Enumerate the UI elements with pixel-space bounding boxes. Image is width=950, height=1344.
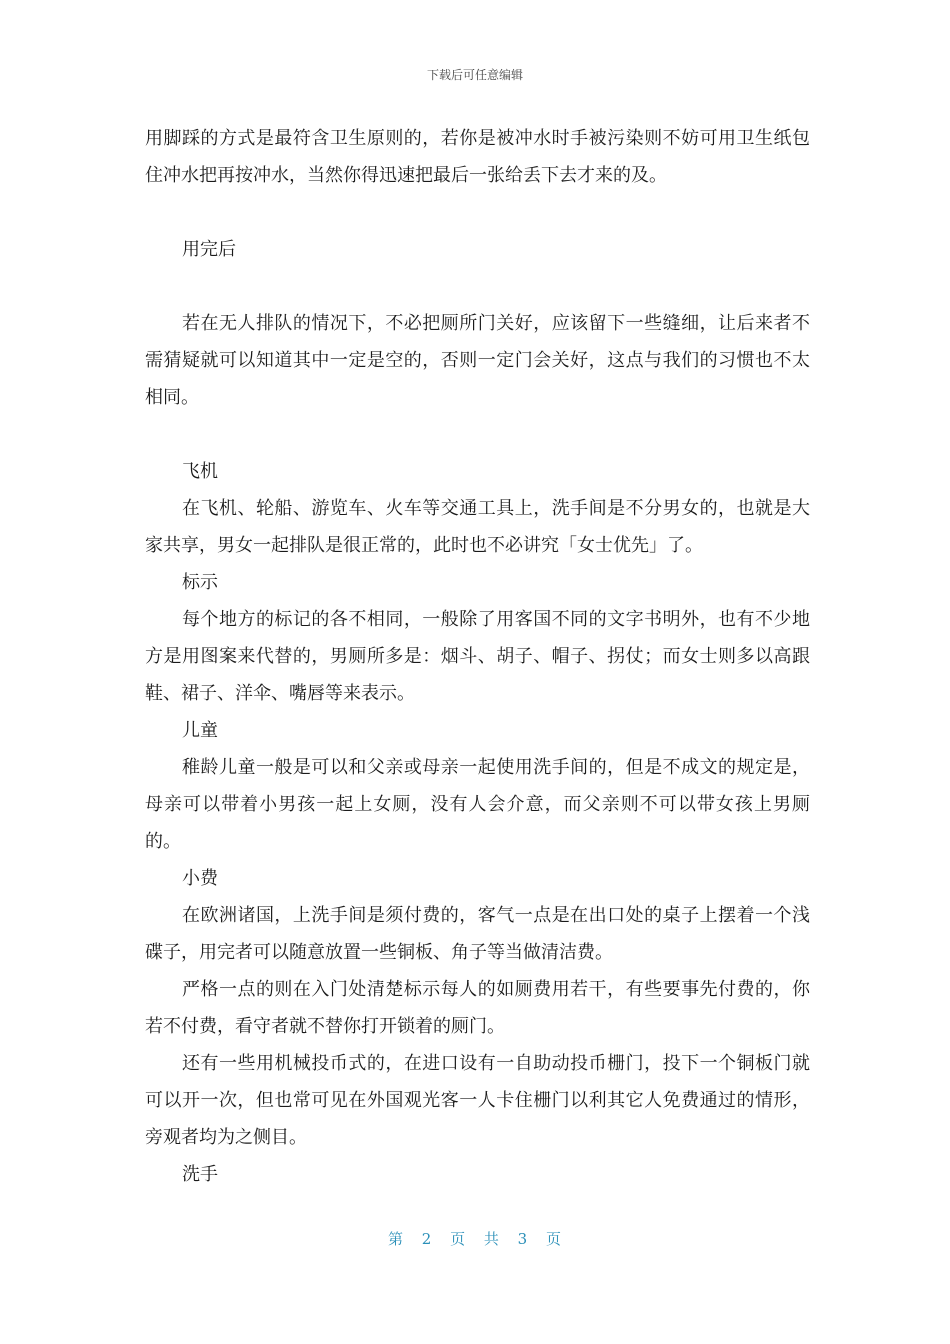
section-heading-after-use: 用完后	[182, 239, 236, 260]
paragraph-tip-2: 严格一点的则在入门处清楚标示每人的如厕费用若干，有些要事先付费的，你若不付费，看守者就不替你打开锁着的厕门。	[145, 979, 810, 1037]
spacer	[145, 268, 810, 305]
section-heading-tip: 小费	[182, 868, 218, 889]
section-heading-wash: 洗手	[182, 1164, 218, 1185]
paragraph-flush-continuation: 用脚踩的方式是最符含卫生原则的，若你是被冲水时手被污染则不妨可用卫生纸包住冲水把再按冲水，当然你得迅速把最后一张给丢下去才来的及。	[145, 128, 810, 186]
document-body	[145, 120, 810, 1193]
paragraph-after-use: 若在无人排队的情况下，不必把厕所门关好，应该留下一些缝细，让后来者不需猜疑就可以知道其中一定是空的，否则一定门会关好，这点与我们的习惯也不太相同。	[145, 313, 810, 408]
paragraph-plane: 在飞机、轮船、游览车、火车等交通工具上，洗手间是不分男女的，也就是大家共享，男女一起排队是很正常的，此时也不必讲究「女士优先」了。	[145, 498, 810, 556]
paragraph-tip-3: 还有一些用机械投币式的，在进口设有一自助动投币栅门，投下一个铜板门就可以开一次，但也常可见在外国观光客一人卡住栅门以利其它人免费通过的情形，旁观者均为之侧目。	[145, 1053, 810, 1148]
paragraph-children: 稚龄儿童一般是可以和父亲或母亲一起使用洗手间的，但是不成文的规定是，母亲可以带着小男孩一起上女厕，没有人会介意，而父亲则不可以带女孩上男厕的。	[145, 757, 810, 852]
page-header: 下载后可任意编辑	[426, 68, 523, 82]
spacer	[145, 416, 810, 453]
page-number-footer: 第 2 页 共 3 页	[388, 1230, 562, 1248]
section-heading-plane: 飞机	[182, 461, 218, 482]
paragraph-tip-1: 在欧洲诸国，上洗手间是须付费的，客气一点是在出口处的桌子上摆着一个浅碟子，用完者可以随意放置一些铜板、角子等当做清洁费。	[145, 905, 810, 963]
paragraph-sign: 每个地方的标记的各不相同，一般除了用客国不同的文字书明外，也有不少地方是用图案来代替的，男厕所多是：烟斗、胡子、帽子、拐仗；而女士则多以高跟鞋、裙子、洋伞、嘴唇等来表示。	[145, 609, 810, 704]
section-heading-sign: 标示	[182, 572, 218, 593]
section-heading-children: 儿童	[182, 720, 218, 741]
spacer	[145, 194, 810, 231]
